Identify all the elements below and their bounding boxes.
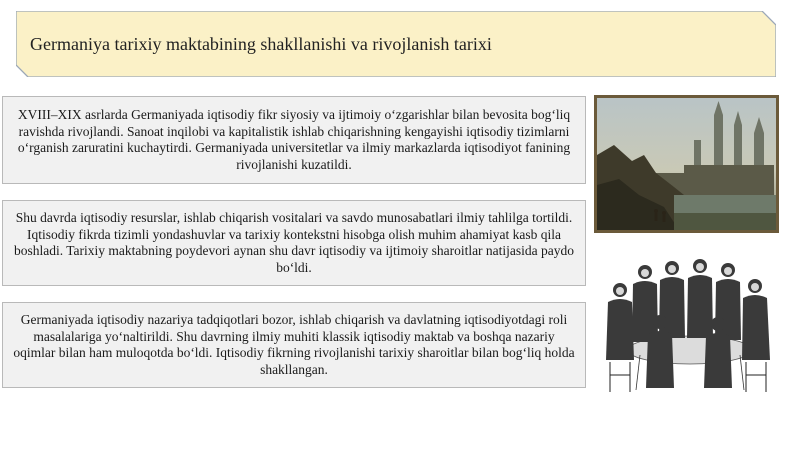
paragraph-2: Shu davrda iqtisodiy resurslar, ishlab chiqarish vositalari va savdo munosabatlari ilmiy tahlilga tortildi. Iqtisodiy fikrda tizimli yondashuvlar va tarixiy kontekstni hisobga olish muhim ahamiyat kasb qila boshladi. Tarixiy maktabning poydevori aynan shu davr iqtisodiy va ijtimoiy sharoitlar natijasida paydo boʻldi. (13, 210, 575, 275)
text-box-2 (2, 200, 586, 286)
page-title: Germaniya tarixiy maktabining shakllanishi va rivojlanish tarixi (30, 34, 492, 54)
paragraph-1: XVIII–XIX asrlarda Germaniyada iqtisodiy fikr siyosiy va ijtimoiy oʻzgarishlar bilan bevosita bogʻliq ravishda rivojlandi. Sanoat inqilobi va kapitalistik ishlab chiqarishning kengayishi iqtisodiy tizimlarni oʻrganish zaruratini kuchaytirdi. Germaniyada universitetlar va ilmiy markazlarda iqtisodiyot fanining rivojlanishi kuzatildi. (17, 107, 571, 172)
historic-city-painting (594, 95, 779, 233)
group-meeting-engraving (600, 250, 778, 394)
text-box-1 (2, 96, 586, 184)
text-box-3 (2, 302, 586, 388)
title-banner (16, 11, 776, 77)
paragraph-3: Germaniyada iqtisodiy nazariya tadqiqotlari bozor, ishlab chiqarish va davlatning iqtisodiyotdagi roli masalalariga yoʻnaltirildi. Shu davrning ilmiy muhiti klassik iqtisodiy maktab va boshqa nazariy oqimlar bilan ham muloqotda boʻldi. Iqtisodiy fikrning rivojlanishi tarixiy sharoitlar bilan bogʻliq holda shakllangan. (13, 312, 575, 377)
